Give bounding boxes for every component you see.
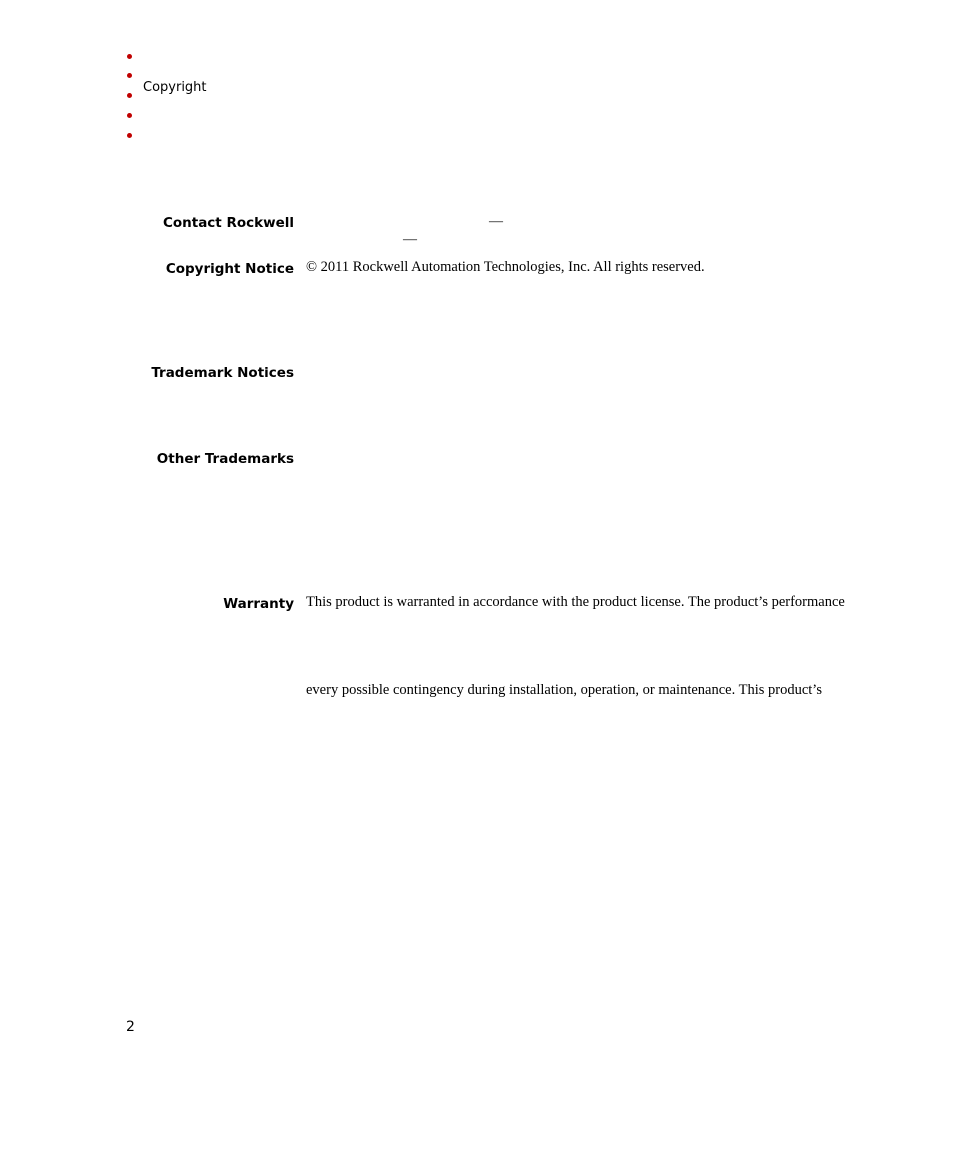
copyright-notice-text: © 2011 Rockwell Automation Technologies, Inc. All rights reserved. — [306, 259, 705, 275]
contact-rockwell-heading: Contact Rockwell — [162, 215, 294, 231]
warranty-text-line-2: every possible contingency during installation, operation, or maintenance. This product’s — [306, 682, 822, 698]
warranty-text-line-1: This product is warranted in accordance with the product license. The product’s performance — [306, 594, 845, 610]
contact-dash-2: — — [403, 232, 417, 247]
other-trademarks-heading: Other Trademarks — [156, 451, 294, 467]
warranty-heading: Warranty — [223, 596, 294, 612]
nav-bullet-1[interactable] — [127, 54, 132, 59]
nav-bullet-2[interactable] — [127, 73, 132, 78]
page-number: 2 — [126, 1019, 135, 1035]
nav-bullet-3[interactable] — [127, 93, 132, 98]
nav-bullet-5[interactable] — [127, 133, 132, 138]
contact-dash-1: — — [489, 214, 503, 229]
nav-bullet-4[interactable] — [127, 113, 132, 118]
nav-item-copyright[interactable]: Copyright — [143, 80, 207, 95]
copyright-notice-heading: Copyright Notice — [165, 261, 294, 277]
trademark-notices-heading: Trademark Notices — [151, 365, 294, 381]
